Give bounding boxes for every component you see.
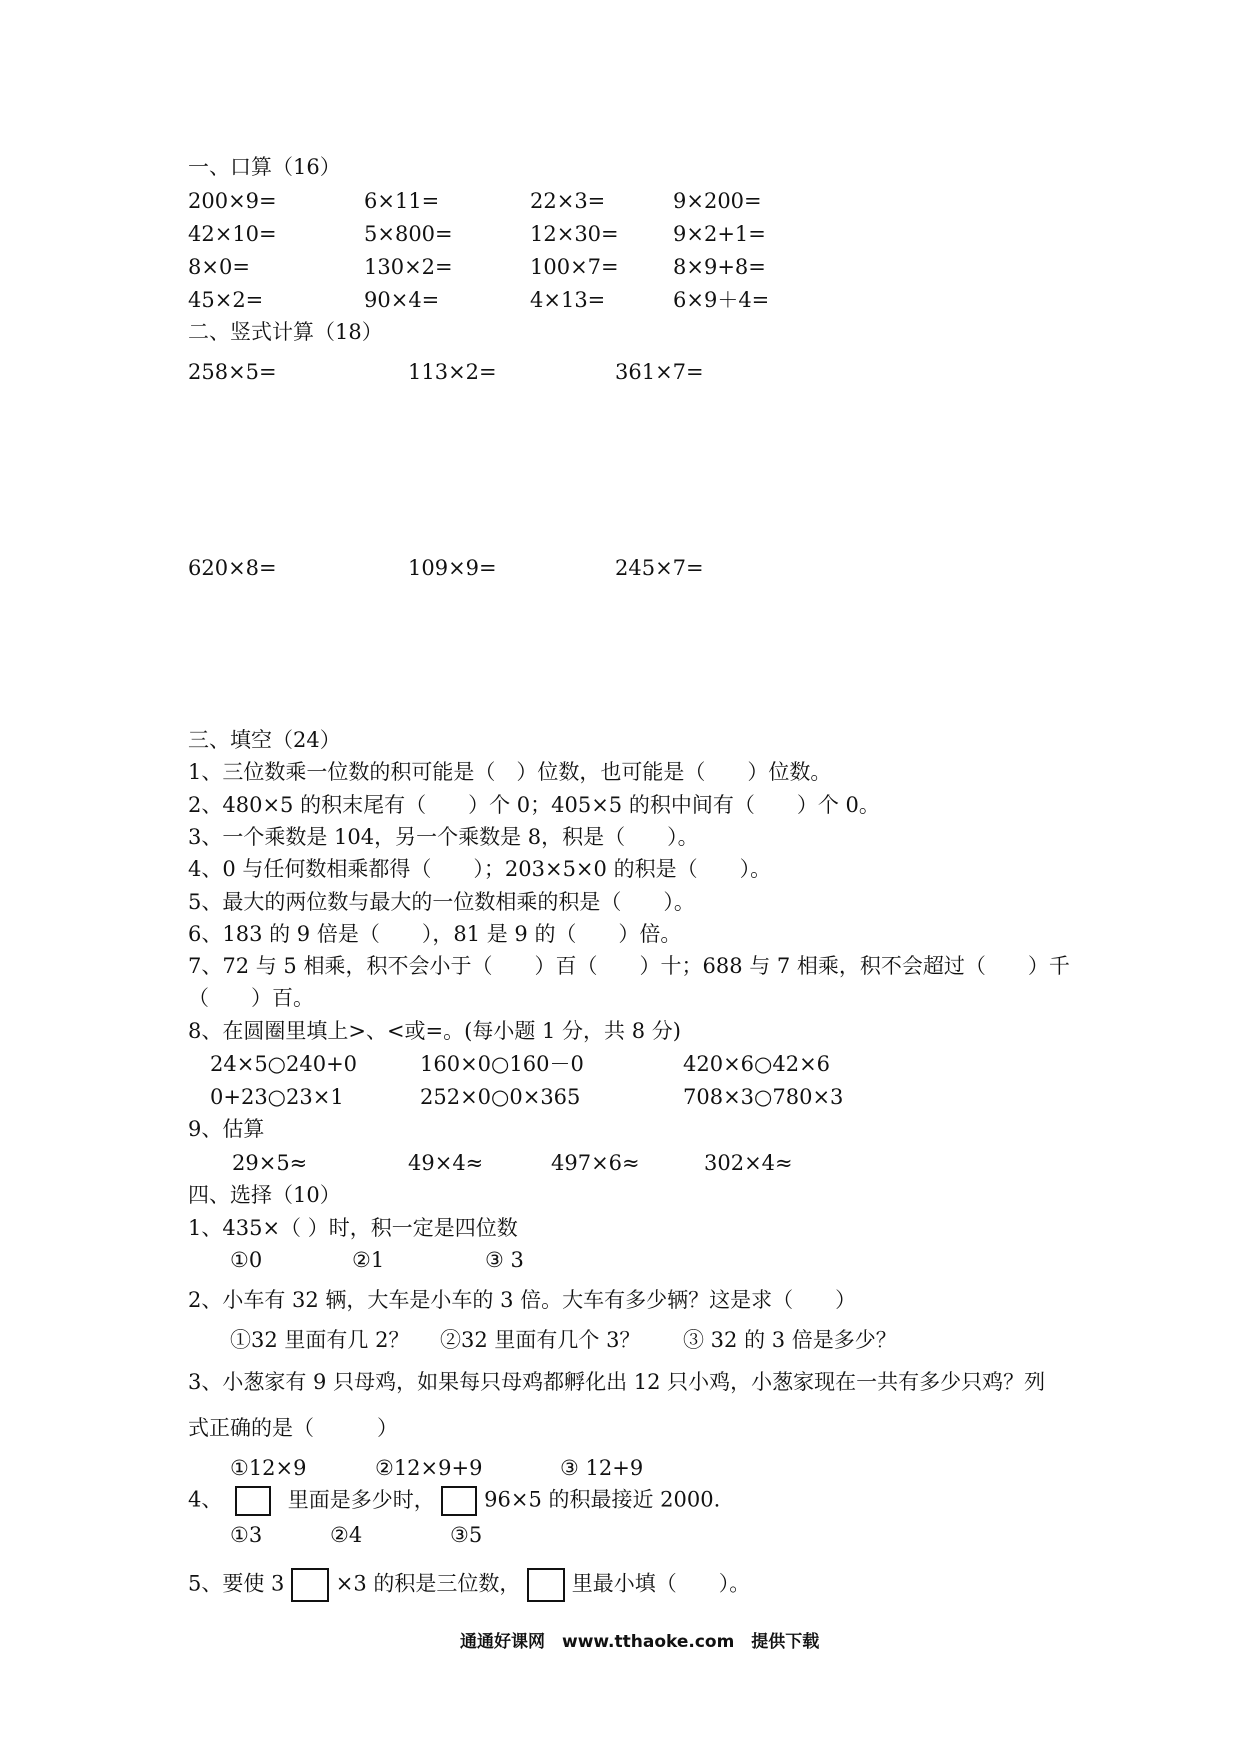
compare-item: 420×6○42×6: [683, 1052, 831, 1076]
oral-item: 6×11=: [364, 189, 440, 213]
oral-item: 100×7=: [530, 255, 619, 279]
oral-item: 45×2=: [188, 288, 264, 312]
oral-item: 6×9＋4=: [673, 288, 770, 312]
choice-option: ①32 里面有几 2？: [230, 1328, 410, 1352]
choice-question: 2、小车有 32 辆，大车是小车的 3 倍。大车有多少辆？这是求（ ）: [188, 1288, 857, 1312]
oral-item: 4×13=: [530, 288, 606, 312]
compare-item: 252×0○0×365: [420, 1085, 581, 1109]
section-3-heading: 三、填空（24）: [188, 728, 341, 752]
oral-item: 9×2+1=: [673, 222, 766, 246]
choice-option: ③5: [450, 1523, 483, 1547]
choice-option: ②32 里面有几个 3？: [440, 1328, 641, 1352]
choice-option: ③ 12+9: [560, 1456, 644, 1480]
q5-mid: ×3 的积是三位数，: [335, 1571, 521, 1596]
blank-box: [527, 1568, 565, 1602]
vertical-calc-item: 109×9=: [408, 556, 497, 580]
choice-question-5: [188, 1568, 750, 1602]
fill-question: 3、一个乘数是 104，另一个乘数是 8，积是（ ）。: [188, 825, 699, 849]
blank-box: [235, 1486, 271, 1516]
fill-question-cont: （ ）百。: [188, 986, 314, 1010]
compare-item: 24×5○240+0: [210, 1052, 358, 1076]
footer-credit: 通通好课网 www.tthaoke.com 提供下载: [460, 1632, 820, 1652]
vertical-calc-item: 258×5=: [188, 360, 277, 384]
oral-item: 200×9=: [188, 189, 277, 213]
oral-item: 22×3=: [530, 189, 606, 213]
vertical-calc-item: 245×7=: [615, 556, 704, 580]
compare-item: 0+23○23×1: [210, 1085, 344, 1109]
fill-question: 5、最大的两位数与最大的一位数相乘的积是（ ）。: [188, 890, 695, 914]
q4-suffix: 96×5 的积最接近 2000.: [484, 1487, 721, 1512]
compare-item: 708×3○780×3: [683, 1085, 844, 1109]
vertical-calc-item: 113×2=: [408, 360, 497, 384]
choice-question: 3、小葱家有 9 只母鸡，如果每只母鸡都孵化出 12 只小鸡，小葱家现在一共有多少只鸡？列: [188, 1370, 1046, 1394]
estimate-item: 497×6≈: [551, 1151, 640, 1175]
fill-question: 9、估算: [188, 1117, 265, 1141]
section-2-heading: 二、竖式计算（18）: [188, 320, 383, 344]
estimate-item: 29×5≈: [232, 1151, 308, 1175]
section-1-heading: 一、口算（16）: [188, 155, 341, 179]
blank-box: [441, 1486, 477, 1516]
vertical-calc-item: 361×7=: [615, 360, 704, 384]
oral-item: 9×200=: [673, 189, 762, 213]
oral-item: 42×10=: [188, 222, 277, 246]
q5-prefix: 5、要使 3: [188, 1571, 285, 1596]
choice-option: ②4: [330, 1523, 363, 1547]
choice-question-cont: 式正确的是（ ）: [188, 1416, 398, 1440]
fill-question: 7、72 与 5 相乘，积不会小于（ ）百（ ）十；688 与 7 相乘，积不会超过（ ）千: [188, 954, 1070, 978]
choice-question: 1、435×（ ）时，积一定是四位数: [188, 1216, 518, 1240]
oral-item: 90×4=: [364, 288, 440, 312]
compare-item: 160×0○160－0: [420, 1052, 584, 1076]
blank-box: [291, 1568, 329, 1602]
q4-mid: 里面是多少时，: [287, 1487, 435, 1512]
fill-question: 8、在圆圈里填上>、<或=。(每小题 1 分，共 8 分): [188, 1019, 681, 1043]
choice-option: ①12×9: [230, 1456, 307, 1480]
q5-suffix: 里最小填（ ）。: [571, 1571, 751, 1596]
q4-prefix: 4、: [188, 1487, 223, 1512]
choice-option: ②12×9+9: [375, 1456, 483, 1480]
choice-option: ③ 32 的 3 倍是多少？: [683, 1328, 897, 1352]
fill-question: 2、480×5 的积末尾有（ ）个 0；405×5 的积中间有（ ）个 0。: [188, 793, 880, 817]
oral-item: 12×30=: [530, 222, 619, 246]
section-4-heading: 四、选择（10）: [188, 1183, 341, 1207]
vertical-calc-item: 620×8=: [188, 556, 277, 580]
choice-option: ②1: [352, 1248, 385, 1272]
estimate-item: 302×4≈: [704, 1151, 793, 1175]
fill-question: 1、三位数乘一位数的积可能是（ ）位数，也可能是（ ）位数。: [188, 760, 832, 784]
choice-question-4: [188, 1486, 720, 1516]
fill-question: 4、0 与任何数相乘都得（ ）；203×5×0 的积是（ ）。: [188, 857, 772, 881]
choice-option: ①3: [230, 1523, 263, 1547]
oral-item: 8×0=: [188, 255, 250, 279]
oral-item: 130×2=: [364, 255, 453, 279]
oral-item: 8×9+8=: [673, 255, 766, 279]
choice-option: ③ 3: [485, 1248, 524, 1272]
estimate-item: 49×4≈: [408, 1151, 484, 1175]
oral-item: 5×800=: [364, 222, 453, 246]
fill-question: 6、183 的 9 倍是（ ），81 是 9 的（ ）倍。: [188, 922, 682, 946]
choice-option: ①0: [230, 1248, 263, 1272]
